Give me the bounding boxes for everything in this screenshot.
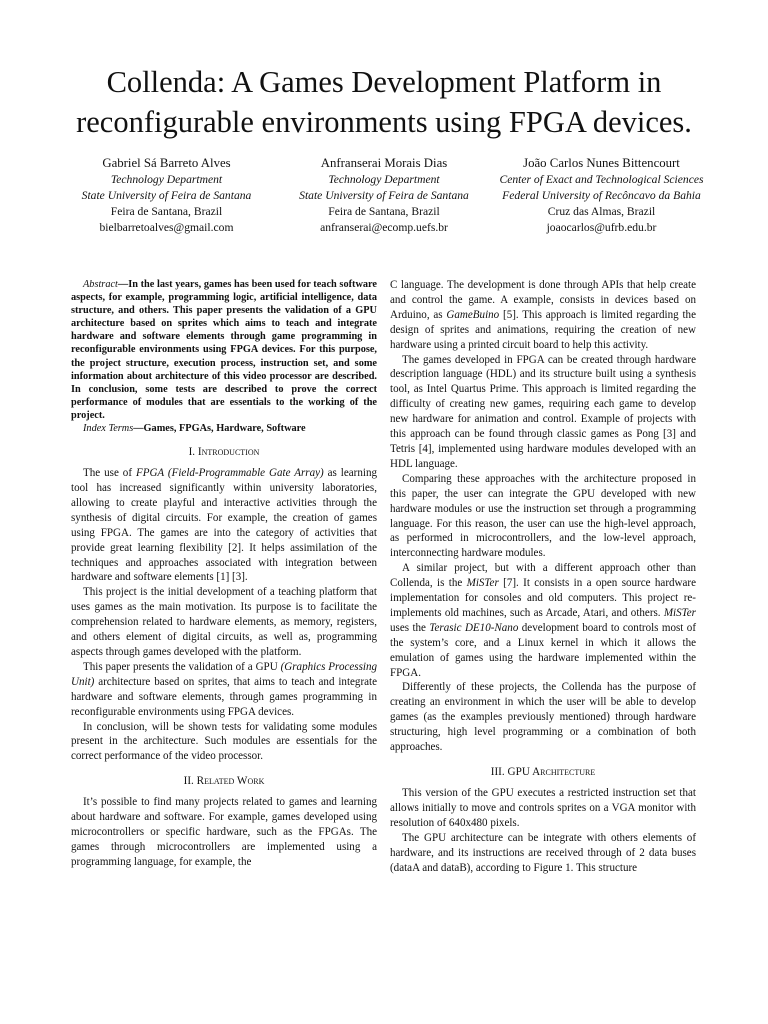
index-terms — [71, 422, 377, 435]
index-terms-label: Index Terms — [83, 423, 134, 435]
left-column — [71, 278, 377, 870]
author-university: State University of Feira de Santana — [299, 189, 469, 202]
paragraph — [71, 466, 377, 585]
paragraph: Comparing these approaches with the architecture proposed in this paper, the user can integrate the GPU developed with new hardware modules or use the instruction set through a programming language. For this reason, the user can use the high-level approach, as performed in microcontrollers, and the low-level approach, interconnecting hardware modules. — [390, 472, 696, 560]
author-email: anfranserai@ecomp.uefs.br — [320, 221, 448, 234]
emphasis: GameBuino — [446, 308, 500, 321]
section-number: III. — [490, 766, 505, 778]
text-run: as learning tool has increased significantly within university laboratories, allowing to create playful and interactive activities through the synthesis of digital circuits. For example, the creation of games using FPGA. The games are into the category of activities that provide great learning flexibility [2]. It helps assimilation of the techniques and approaches associated with integration between hardware and software elements [1] [3]. — [71, 467, 377, 584]
paragraph: Differently of these projects, the Collenda has the purpose of creating an environment in which the user will be able to develop games (as the examples previously mentioned) through hardware structuring, high level programming or a combination of both approaches. — [390, 681, 696, 754]
text-run: The use of — [83, 467, 136, 480]
emphasis: FPGA (Field-Programmable Gate Array) — [135, 467, 324, 480]
right-column — [390, 278, 696, 875]
emphasis: MiSTer — [466, 577, 499, 590]
index-terms-text: —Games, FPGAs, Hardware, Software — [133, 423, 306, 435]
abstract-label: Abstract — [83, 279, 118, 290]
paper-title: Collenda: A Games Development Platform in reconfigurable environments using FPGA devices. — [76, 65, 692, 139]
section-title: GPU Architecture — [507, 766, 596, 778]
section-title: Introduction — [197, 446, 260, 459]
section-heading-introduction — [71, 445, 377, 459]
paragraph — [71, 660, 377, 720]
paragraph: In conclusion, will be shown tests for validating some modules present in the architecture. Such modules are essentials for the correct performance of the video processor. — [71, 720, 377, 763]
author-department: Center of Exact and Technological Sciences — [499, 173, 704, 186]
emphasis: (Graphics Processing Unit) — [71, 660, 377, 688]
author-1 — [64, 154, 269, 236]
author-2 — [282, 154, 487, 236]
section-heading-related-work — [71, 774, 377, 788]
emphasis: MiSTer — [663, 606, 696, 619]
paragraph-continued — [390, 278, 696, 353]
paragraph: It’s possible to find many projects related to games and learning about hardware and software. For example, games developed using microcontrollers or specific hardware, such as the FPGAs. The games through microcontrollers are implemented using a programming language, for example, the — [71, 796, 377, 868]
author-email: joaocarlos@ufrb.edu.br — [546, 221, 657, 234]
author-name: Gabriel Sá Barreto Alves — [102, 156, 231, 170]
abstract-text: —In the last years, games has been used for teach software aspects, for example, programming logic, artificial intelligence, data structure, and others. This paper presents the validation of a GPU architecture based on sprites which aims to teach and integrate hardware and software elements through game programming in reconfigurable environments using FPGA devices. For this purpose, the project structure, execution process, instruction set, and some information about architecture of this video processor are described. In conclusion, some tests are described to prove the correct performance of modules that are essentials to the working of the project. — [71, 279, 377, 421]
section-title: Related Work — [196, 775, 265, 788]
author-email: bielbarretoalves@gmail.com — [99, 221, 234, 234]
paragraph: This version of the GPU executes a restricted instruction set that allows initially to move and controls sprites on a VGA monitor with resolution of 640x480 pixels. — [390, 787, 696, 829]
paragraph: The GPU architecture can be integrate with others elements of hardware, and its instructions are received through of 2 data buses (dataA and dataB), according to Figure 1. This structure — [390, 831, 696, 874]
author-city: Feira de Santana, Brazil — [328, 205, 440, 218]
text-run: C language. The development is done through APIs that help create and control the game. A example, consists in devices based on Arduino, as — [390, 279, 696, 321]
text-run: [7]. It consists in a open source hardware implementation for consoles and old computers. This project re-implements old machines, such as Arcade, Atari, and others. — [390, 577, 696, 619]
paragraph — [390, 561, 696, 680]
author-city: Feira de Santana, Brazil — [110, 205, 223, 218]
emphasis: Terasic DE10-Nano — [429, 621, 519, 634]
author-city: Cruz das Almas, Brazil — [547, 205, 656, 218]
author-3 — [499, 154, 704, 236]
author-block — [64, 154, 704, 236]
paragraph: This project is the initial development of a teaching platform that uses games as the main motivation. Its purpose is to facilitate the comprehension related to hardware elements, as memory, registers, and others element of digital circuits, as well as, programming aspects through games developed with the platform. — [71, 586, 377, 658]
author-university: State University of Feira de Santana — [81, 189, 252, 202]
text-run: architecture based on sprites, that aims to teach and integrate hardware and software elements, through games programming in reconfigurable environments using FPGA devices. — [71, 675, 377, 718]
paragraph: The games developed in FPGA can be created through hardware description language (HDL) and its structure built using a synthesis tool, as Intel Quartus Prime. This approach is limited regarding the difficulty of creating new games, requiring each game to develop new hardware for animation and control. Example of projects with this approach can be found through classic games as Pong [3] and Tetris [4], implemented using hardware modules developed with an HDL language. — [390, 353, 696, 470]
section-heading-gpu-architecture — [390, 765, 696, 779]
author-name: Anfranserai Morais Dias — [320, 156, 448, 170]
text-run: This paper presents the validation of a GPU — [83, 660, 281, 673]
section-number: I. — [188, 446, 196, 459]
author-department: Technology Department — [110, 173, 223, 186]
text-run: [5]. This approach is limited regarding the design of sprites and animations, requiring the creation of new hardware using a printed circuit board to help this activity. — [390, 308, 696, 351]
text-run: development board to controls most of the system’s core, and a Linux kernel in which it allows the emulation of games using the hardware implemented within the FPGA. — [390, 621, 697, 679]
text-run: A similar project, but with a different approach other than Collenda, is the — [390, 562, 696, 590]
abstract — [71, 278, 377, 422]
author-university: Federal University of Recôncavo da Bahia — [502, 189, 701, 202]
section-number: II. — [183, 775, 194, 788]
text-run: uses the — [390, 621, 430, 634]
author-name: João Carlos Nunes Bittencourt — [523, 156, 680, 170]
author-department: Technology Department — [328, 173, 440, 186]
